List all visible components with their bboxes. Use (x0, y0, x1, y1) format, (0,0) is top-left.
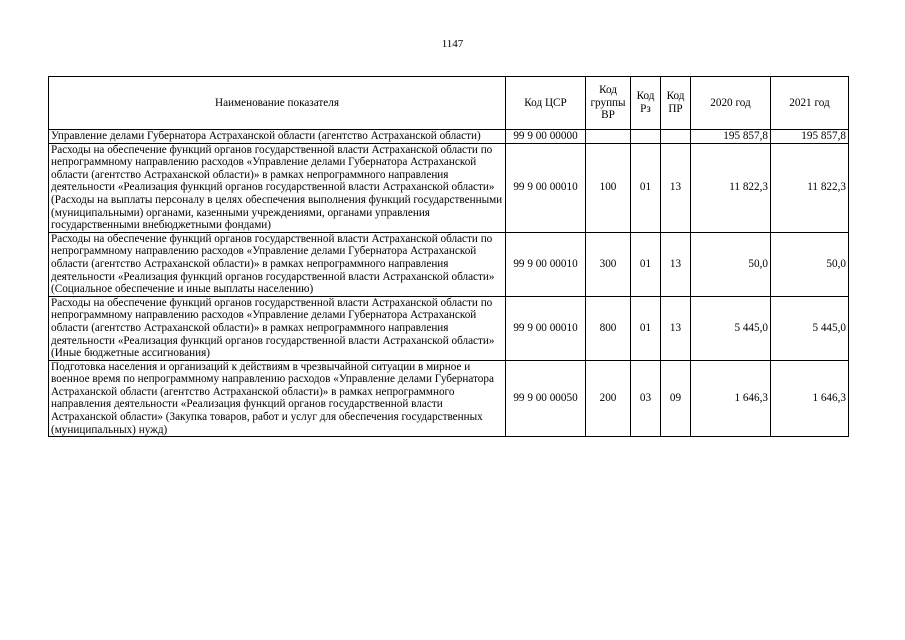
row-2021: 5 445,0 (771, 296, 849, 360)
table-row (49, 232, 849, 296)
header-rz: Код Рз (631, 77, 661, 130)
row-pr: 09 (661, 360, 691, 437)
row-csr: 99 9 00 00010 (506, 296, 586, 360)
header-2021: 2021 год (771, 77, 849, 130)
row-2021: 195 857,8 (771, 130, 849, 144)
row-pr: 13 (661, 232, 691, 296)
row-name: Расходы на обеспечение функций органов государственной власти Астраханской области по непрограммному направлению расходов «Управление делами Губернатора Астраханской области (агентство Астраханской области)» в рамках непрограммного направления деятельности «Реализация функций органов государственной власти Астраханской области» (Иные бюджетные ассигнования) (49, 296, 506, 360)
row-name: Расходы на обеспечение функций органов государственной власти Астраханской области по непрограммному направлению расходов «Управление делами Губернатора Астраханской области (агентство Астраханской области)» в рамках непрограммного направления деятельности «Реализация функций органов государственной власти Астраханской области» (Социальное обеспечение и иные выплаты населению) (49, 232, 506, 296)
table-row (49, 360, 849, 437)
row-rz: 01 (631, 143, 661, 232)
table-header-row (49, 77, 849, 130)
table-row (49, 143, 849, 232)
row-2020: 195 857,8 (691, 130, 771, 144)
row-csr: 99 9 00 00050 (506, 360, 586, 437)
header-2020: 2020 год (691, 77, 771, 130)
row-rz: 03 (631, 360, 661, 437)
row-pr: 13 (661, 296, 691, 360)
budget-table (48, 76, 849, 437)
row-pr: 13 (661, 143, 691, 232)
row-vr: 300 (586, 232, 631, 296)
row-vr: 800 (586, 296, 631, 360)
header-name: Наименование показателя (49, 77, 506, 130)
table-row (49, 130, 849, 144)
row-vr (586, 130, 631, 144)
row-name: Подготовка населения и организаций к действиям в чрезвычайной ситуации в мирное и военное время по непрограммному направлению расходов «Управление делами Губернатора Астраханской области (агентство Астраханской области)» в рамках непрограммного направления деятельности «Реализация функций органов государственной власти Астраханской области» (Закупка товаров, работ и услуг для обеспечения государственных (муниципальных) нужд) (49, 360, 506, 437)
header-vr: Код группы ВР (586, 77, 631, 130)
row-rz: 01 (631, 296, 661, 360)
row-2021: 1 646,3 (771, 360, 849, 437)
header-pr: Код ПР (661, 77, 691, 130)
row-rz (631, 130, 661, 144)
row-name: Управление делами Губернатора Астраханской области (агентство Астраханской области) (49, 130, 506, 144)
row-csr: 99 9 00 00010 (506, 143, 586, 232)
header-csr: Код ЦСР (506, 77, 586, 130)
row-2020: 1 646,3 (691, 360, 771, 437)
row-2020: 11 822,3 (691, 143, 771, 232)
row-vr: 100 (586, 143, 631, 232)
row-2020: 5 445,0 (691, 296, 771, 360)
row-2021: 50,0 (771, 232, 849, 296)
row-2021: 11 822,3 (771, 143, 849, 232)
page-number: 1147 (441, 38, 464, 50)
row-pr (661, 130, 691, 144)
table-row (49, 296, 849, 360)
row-rz: 01 (631, 232, 661, 296)
row-vr: 200 (586, 360, 631, 437)
row-2020: 50,0 (691, 232, 771, 296)
row-csr: 99 9 00 00010 (506, 232, 586, 296)
row-name: Расходы на обеспечение функций органов государственной власти Астраханской области по непрограммному направлению расходов «Управление делами Губернатора Астраханской области (агентство Астраханской области)» в рамках непрограммного направления деятельности «Реализация функций органов государственной власти Астраханской области» (Расходы на выплаты персоналу в целях обеспечения выполнения функций государственными (муниципальными) органами, казенными учреждениями, органами управления государственными внебюджетными фондами) (49, 143, 506, 232)
row-csr: 99 9 00 00000 (506, 130, 586, 144)
